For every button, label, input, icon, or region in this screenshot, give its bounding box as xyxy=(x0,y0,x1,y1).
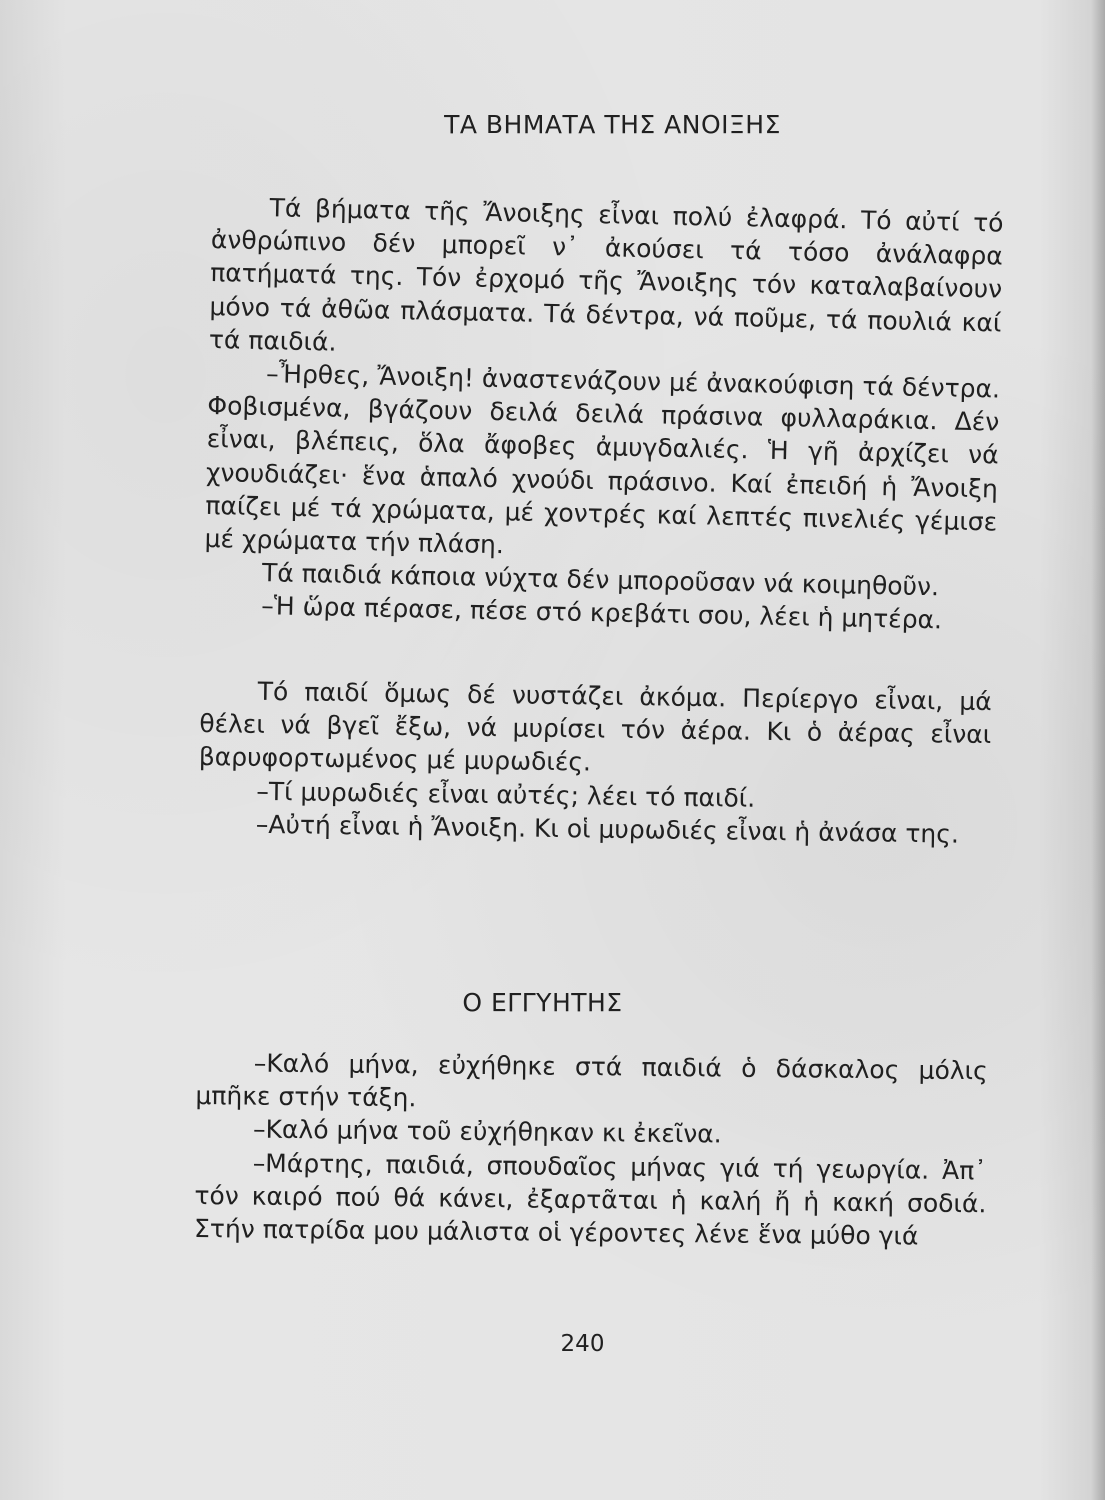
section-body-spring-steps-part1 xyxy=(203,190,1004,638)
paragraph: –Ἦρθες, Ἄνοιξη! ἀναστενάζουν μέ ἀνακούφιση τά δέντρα. Φοβισμένα, βγάζουν δειλά δειλά πράσινα φυλλαράκια. Δέν εἶναι, βλέπεις, ὅλα ἄφοβες ἀμυγδαλιές. Ἡ γῆ ἀρχίζει νά χνουδιάζει· ἕνα ἁπαλό χνούδι πράσινο. Καί ἐπειδή ἡ Ἄνοιξη παίζει μέ τά χρώματα, μέ χοντρές καί λεπτές πινελιές γέμισε μέ χρώματα τήν πλάση. xyxy=(204,359,1001,560)
section-title-guarantor: Ο ΕΓΓΥΗΤΗΣ xyxy=(462,988,623,1017)
page-number: 240 xyxy=(560,1331,605,1357)
paragraph: Τά παιδιά κάποια νύχτα δέν μποροῦσαν νά κοιμηθοῦν. xyxy=(261,558,940,602)
paragraph: –Μάρτης, παιδιά, σπουδαῖος μήνας γιά τή γεωργία. Ἀπ᾿ τόν καιρό πού θά κάνει, ἐξαρτᾶται ἡ καλή ἤ ἡ κακή σοδιά. Στήν πατρίδα μου μάλιστα οἱ γέροντες λένε ἕνα μύθο γιά xyxy=(193,1148,987,1251)
paragraph: –Καλό μήνα, εὐχήθηκε στά παιδιά ὁ δάσκαλος μόλις μπῆκε στήν τάξη. xyxy=(195,1048,988,1113)
section-body-guarantor xyxy=(194,1046,988,1254)
paragraph: Τά βήματα τῆς Ἄνοιξης εἶναι πολύ ἐλαφρά. Τό αὐτί τό ἀνθρώπινο δέν μπορεῖ ν᾿ ἀκούσει τά τόσο ἀνάλαφρα πατήματά της. Τόν ἐρχομό τῆς Ἄνοιξης τόν καταλαβαίνουν μόνο τά ἀθῶα πλάσματα. Τά δέντρα, νά ποῦμε, τά πουλιά καί τά παιδιά. xyxy=(208,193,1004,357)
paragraph: –Τί μυρωδιές εἶναι αὐτές; λέει τό παιδί. xyxy=(256,776,756,813)
paragraph: –Ἡ ὥρα πέρασε, πέσε στό κρεβάτι σου, λέει ἡ μητέρα. xyxy=(260,591,943,635)
paragraph: –Καλό μήνα τοῦ εὐχήθηκαν κι ἐκεῖνα. xyxy=(252,1115,722,1149)
section-body-spring-steps-part2 xyxy=(198,674,992,851)
page-edge-shadow xyxy=(1091,0,1105,1500)
paragraph: –Αὐτή εἶναι ἡ Ἄνοιξη. Κι οἱ μυρωδιές εἶναι ἡ ἀνάσα της. xyxy=(255,809,960,849)
paragraph: Τό παιδί ὅμως δέ νυστάζει ἀκόμα. Περίεργο εἶναι, μά θέλει νά βγεῖ ἔξω, νά μυρίσει τόν ἀέρα. Κι ὁ ἀέρας εἶναι βαρυφορτωμένος μέ μυρωδιές. xyxy=(198,676,992,777)
section-title-spring-steps: ΤΑ ΒΗΜΑΤΑ ΤΗΣ ΑΝΟΙΞΗΣ xyxy=(444,110,781,139)
